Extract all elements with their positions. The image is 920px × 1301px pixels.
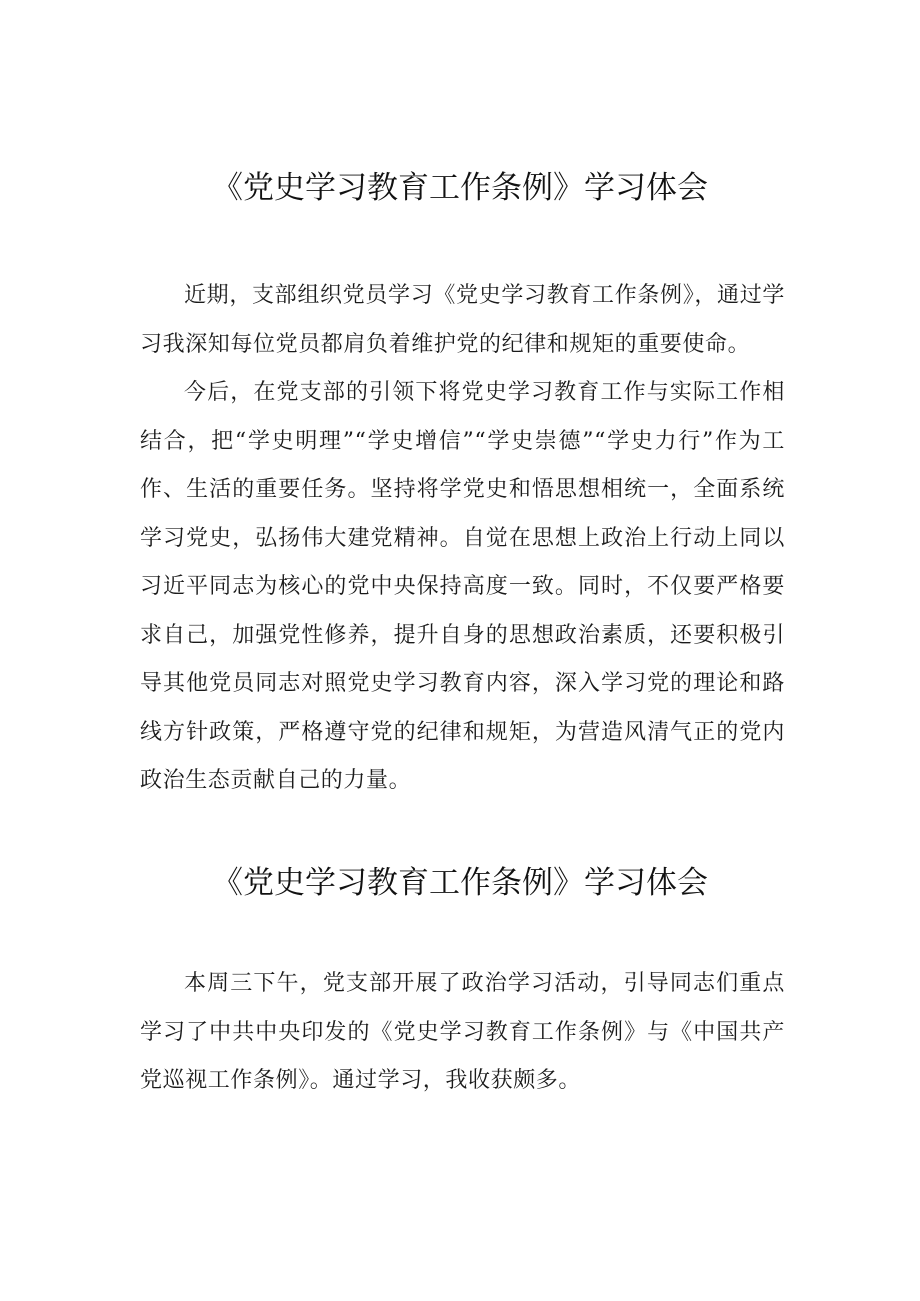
- section-2-title: 《党史学习教育工作条例》学习体会: [212, 865, 708, 901]
- section-1-body: [140, 272, 785, 806]
- section-1-title: 《党史学习教育工作条例》学习体会: [212, 170, 708, 206]
- section-1-paragraph-2: 今后，在党支部的引领下将党史学习教育工作与实际工作相结合，把“学史明理”“学史增信”“学史崇德”“学史力行”作为工作、生活的重要任务。坚持将学党史和悟思想相统一，全面系统学习党史，弘扬伟大建党精神。自觉在思想上政治上行动上同以习近平同志为核心的党中央保持高度一致。同时，不仅要严格要求自己，加强党性修养，提升自身的思想政治素质，还要积极引导其他党员同志对照党史学习教育内容，深入学习党的理论和路线方针政策，严格遵守党的纪律和规矩，为营造风清气正的党内政治生态贡献自己的力量。: [140, 380, 785, 793]
- section-2-paragraph-1: 本周三下午，党支部开展了政治学习活动，引导同志们重点学习了中共中央印发的《党史学习教育工作条例》与《中国共产党巡视工作条例》。通过学习，我收获颇多。: [140, 971, 785, 1093]
- section-1-paragraph-1: 近期，支部组织党员学习《党史学习教育工作条例》，通过学习我深知每位党员都肩负着维护党的纪律和规矩的重要使命。: [140, 283, 785, 357]
- section-2-body: [140, 960, 785, 1106]
